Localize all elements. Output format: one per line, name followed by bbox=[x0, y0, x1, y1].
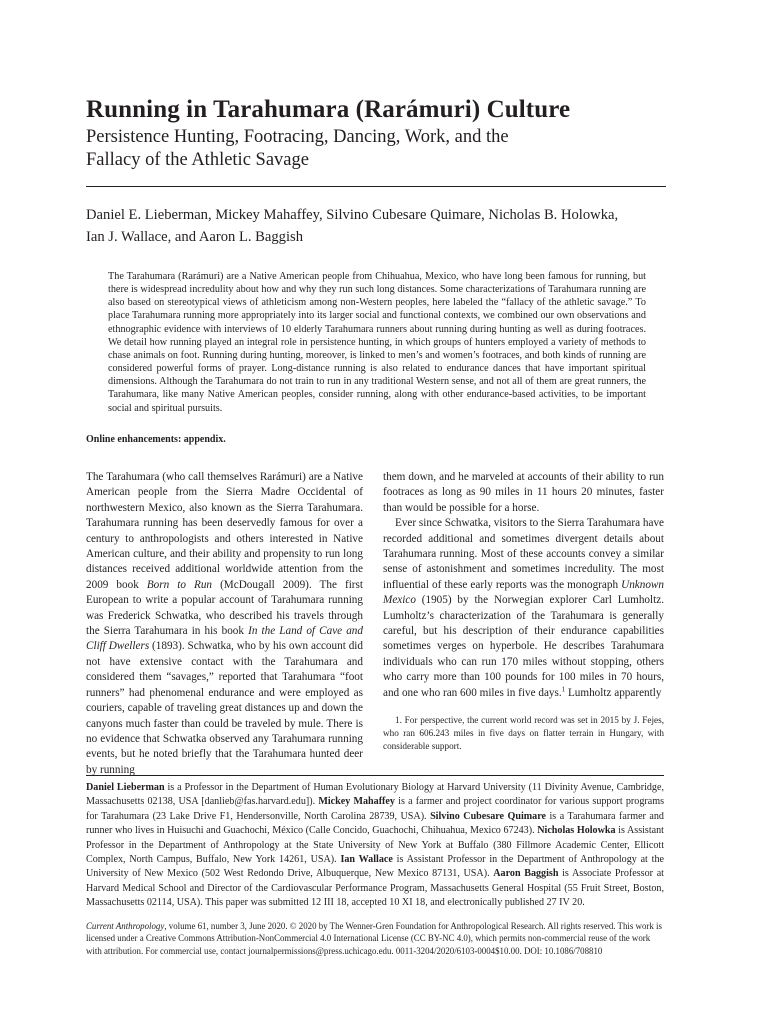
citation-footer bbox=[86, 920, 664, 957]
body-text: (1893). Schwatka, who by his own account did not have extensive contact with the Tarahumara and considered them “savages,” reported that Tarahumara “foot runners” had phenomenal endurance and were employed as couriers, capable of traveling great distances up and down the canyons much faster than could be traveled by mule. There is no evidence that Schwatka observed any Tarahumara running events, but he noted briefly that the Tarahumara hunted deer by running bbox=[86, 640, 363, 776]
subtitle-line-2: Fallacy of the Athletic Savage bbox=[86, 150, 309, 170]
book-title: Unknown Mexico bbox=[383, 578, 664, 607]
author-name: Ian Wallace bbox=[340, 854, 393, 866]
book-title: In the Land of Cave and Cliff Dwellers bbox=[86, 625, 363, 653]
authors-line-2: Ian J. Wallace, and Aaron L. Baggish bbox=[86, 229, 303, 245]
article-subtitle bbox=[86, 126, 606, 172]
body-paragraph: them down, and he marveled at accounts of their ability to run footraces as long as 90 miles in 11 hours 20 minutes, faster than would be possible for a horse. bbox=[383, 471, 664, 514]
author-name: Silvino Cubesare Quimare bbox=[430, 810, 547, 822]
body-text: (1905) by the Norwegian explorer Carl Lumholtz. Lumholtz’s characterization of the Tarahumara is generally careful, but his description of their endurance capabilities sometimes verges on hyperbole. He describes Tarahumara individuals who can run 170 miles without stopping, others who carry more than 100 pounds for 100 miles in 70 hours, and one who ran 600 miles in five days. bbox=[383, 594, 664, 699]
body-column-left bbox=[86, 470, 363, 778]
article-title: Running in Tarahumara (Rarámuri) Culture bbox=[86, 96, 571, 123]
bio-text: is Assistant Professor in the Department of Anthropology at the University of New Mexico (502 West Redondo Drive, Albuquerque, New Mexico 87131, USA). bbox=[86, 854, 664, 880]
body-column-right bbox=[383, 470, 664, 701]
bio-text: is a Professor in the Department of Human Evolutionary Biology at Harvard University (11 Divinity Avenue, Cambridge, Massachusetts 02138, USA [danlieb@fas.harvard.edu]). bbox=[86, 782, 664, 808]
author-name: Nicholas Holowka bbox=[537, 825, 616, 837]
bio-divider bbox=[86, 775, 664, 776]
online-enhancements-note: Online enhancements: appendix. bbox=[86, 434, 226, 445]
author-list bbox=[86, 204, 676, 248]
bio-text: is Assistant Professor in the Department of Anthropology at the State University of New York at Buffalo (380 Fillmore Academic Center, Ellicott Complex, North Campus, Buffalo, New York 14261, USA). bbox=[86, 825, 664, 866]
body-text: (McDougall 2009). The first European to write a popular account of Tarahumara running was Frederick Schwatka, who described his travels through the Sierra Tarahumara in his book bbox=[86, 578, 363, 638]
author-name: Aaron Baggish bbox=[493, 868, 559, 880]
bio-text: is a Tarahumara farmer and runner who lives in Huisuchi and Guachochi, México (Calle Concido, Guachochi, Chihuahua, Mexico 67243). bbox=[86, 810, 664, 837]
body-text: Ever since Schwatka, visitors to the Sierra Tarahumara have recorded additional and sometimes divergent details about Tarahumara running. Most of these accounts convey a similar sense of astonishment and sometimes incredulity. The most influential of these early reports was the monograph bbox=[383, 517, 664, 591]
footnote-marker: 1 bbox=[561, 684, 566, 693]
body-text: Lumholtz apparently bbox=[565, 686, 662, 699]
subtitle-line-1: Persistence Hunting, Footracing, Dancing, Work, and the bbox=[86, 127, 509, 147]
bio-text: is a farmer and project coordinator for various support programs for Tarahumara (23 Lake Drive F1, Hendersonville, North Carolina 28739, USA). bbox=[86, 796, 665, 822]
book-title: Born to Run bbox=[146, 578, 213, 591]
footnote-text: 1. For perspective, the current world record was set in 2015 by J. Fejes, who ran 606.243 miles in five days on flatter terrain in Hungary, with considerable support. bbox=[383, 715, 664, 751]
bio-text: is Associate Professor at Harvard Medical School and Director of the Cardiovascular Performance Program, Massachusetts General Hospital (55 Fruit Street, Boston, Massachusetts 02114, USA). This paper was submitted 12 III 18, accepted 10 XI 18, and electronically published 27 IV 20. bbox=[86, 868, 664, 909]
body-paragraph bbox=[383, 516, 664, 701]
footnote bbox=[383, 714, 664, 753]
citation-text: , volume 61, number 3, June 2020. © 2020 by The Wenner-Gren Foundation for Anthropological Research. All rights reserved. This work is licensed under a Creative Commons Attribution-NonCommercial 4.0 International License (CC BY-NC 4.0), which permits non-commercial reuse of the work with attribution. For commercial use, contact journalpermissions@press.uchicago.edu. 0011-3204/2020/6103-0004$10.00. DOI: 10.1086/708810 bbox=[86, 921, 662, 956]
body-paragraph bbox=[86, 470, 363, 778]
body-text: The Tarahumara (who call themselves Rarámuri) are a Native American people from the Sierra Madre Occidental of northwestern Mexico, also known as the Sierra Tarahumara. Tarahumara running has been deservedly famous for over a century to anthropologists and others interested in Native American culture, and their ability and propensity to run long distances received additional worldwide attention from the 2009 book bbox=[86, 471, 363, 591]
authors-line-1: Daniel E. Lieberman, Mickey Mahaffey, Silvino Cubesare Quimare, Nicholas B. Holowka, bbox=[86, 207, 619, 223]
journal-name: Current Anthropology bbox=[86, 921, 165, 931]
author-name: Daniel Lieberman bbox=[86, 782, 165, 793]
abstract: The Tarahumara (Rarámuri) are a Native American people from Chihuahua, Mexico, who have long been famous for running, but there is widespread incredulity about how and why they run such long distances. Some characterizations of Tarahumara running are also based on stereotypical views of athleticism among non-Western peoples, here labeled the “fallacy of the athletic savage.” To place Tarahumara running more appropriately into its larger social and functional contexts, we combined our own observations and ethnographic evidence with interviews of 10 elderly Tarahumara runners about running during hunting as well as during footraces. We detail how running played an integral role in persistence hunting, in which groups of hunters employed a variety of methods to chase animals on foot. Running during hunting, moreover, is linked to men’s and women’s footraces, and both kinds of running are considered powerful forms of prayer. Long-distance running is also related to endurance dances that have important spiritual dimensions. Although the Tarahumara do not train to run in any traditional Western sense, and not all of them are great runners, the Tarahumara, like many Native American peoples, consider running, along with other endurance-based activities, to be important social and spiritual pursuits. bbox=[108, 271, 646, 414]
author-bios bbox=[86, 781, 664, 911]
author-name: Mickey Mahaffey bbox=[318, 796, 395, 808]
title-divider bbox=[86, 186, 666, 187]
